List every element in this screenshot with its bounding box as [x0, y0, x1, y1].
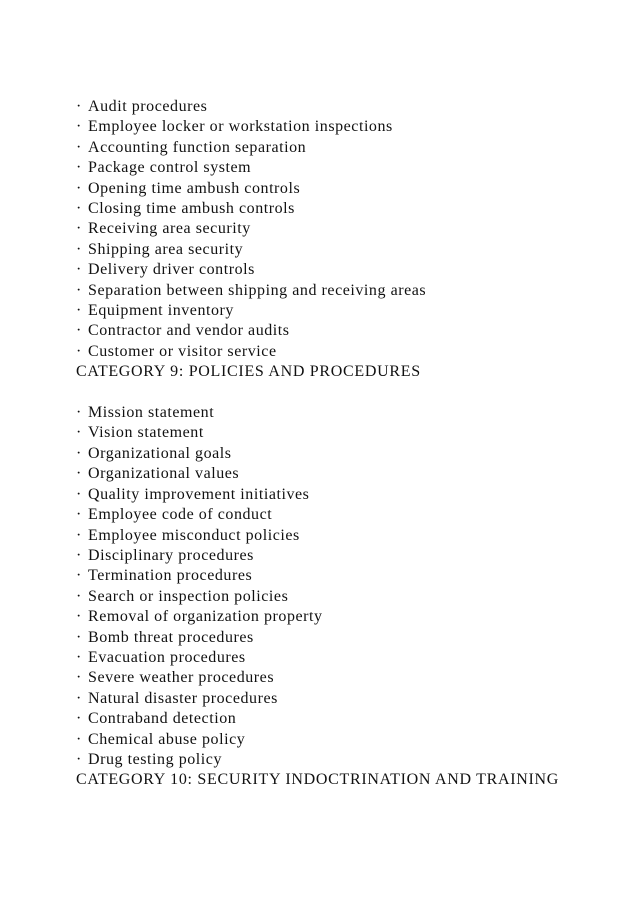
- bullet: ·: [76, 261, 82, 279]
- bullet: ·: [76, 710, 82, 728]
- section-a-list: [76, 97, 616, 362]
- list-item: · Employee locker or workstation inspections: [76, 117, 616, 137]
- list-item: · Equipment inventory: [76, 301, 616, 321]
- list-item: · Natural disaster procedures: [76, 689, 616, 709]
- list-item: · Separation between shipping and receiving areas: [76, 281, 616, 301]
- bullet: ·: [76, 648, 82, 666]
- list-item: · Evacuation procedures: [76, 648, 616, 668]
- bullet: ·: [76, 200, 82, 218]
- list-item: · Disciplinary procedures: [76, 546, 616, 566]
- bullet: ·: [76, 179, 82, 197]
- list-item: · Customer or visitor service: [76, 342, 616, 362]
- bullet: ·: [76, 750, 82, 768]
- bullet: ·: [76, 404, 82, 422]
- bullet: ·: [76, 159, 82, 177]
- list-item: · Drug testing policy: [76, 750, 616, 770]
- category-9-heading: CATEGORY 9: POLICIES AND PROCEDURES: [76, 363, 421, 381]
- list-item: · Quality improvement initiatives: [76, 485, 616, 505]
- bullet: ·: [76, 669, 82, 687]
- bullet: ·: [76, 730, 82, 748]
- list-item: · Removal of organization property: [76, 607, 616, 627]
- list-item: · Organizational values: [76, 464, 616, 484]
- bullet: ·: [76, 485, 82, 503]
- list-item: · Receiving area security: [76, 219, 616, 239]
- bullet: ·: [76, 689, 82, 707]
- list-item: · Organizational goals: [76, 444, 616, 464]
- list-item: · Shipping area security: [76, 240, 616, 260]
- bullet: ·: [76, 444, 82, 462]
- bullet: ·: [76, 546, 82, 564]
- list-item: · Mission statement: [76, 403, 616, 423]
- bullet: ·: [76, 608, 82, 626]
- bullet: ·: [76, 302, 82, 320]
- bullet: ·: [76, 322, 82, 340]
- bullet: ·: [76, 118, 82, 136]
- list-item: · Package control system: [76, 158, 616, 178]
- list-item: · Employee misconduct policies: [76, 526, 616, 546]
- bullet: ·: [76, 587, 82, 605]
- list-item: · Closing time ambush controls: [76, 199, 616, 219]
- list-item: · Vision statement: [76, 423, 616, 443]
- list-item: · Severe weather procedures: [76, 668, 616, 688]
- bullet: ·: [76, 506, 82, 524]
- list-item: · Search or inspection policies: [76, 587, 616, 607]
- bullet: ·: [76, 567, 82, 585]
- list-item: · Opening time ambush controls: [76, 179, 616, 199]
- list-item: · Contraband detection: [76, 709, 616, 729]
- list-item: · Audit procedures: [76, 97, 616, 117]
- bullet: ·: [76, 526, 82, 544]
- list-item: · Accounting function separation: [76, 138, 616, 158]
- bullet: ·: [76, 628, 82, 646]
- bullet: ·: [76, 220, 82, 238]
- bullet: ·: [76, 281, 82, 299]
- category-9-list: [76, 403, 616, 770]
- list-item: · Chemical abuse policy: [76, 730, 616, 750]
- bullet: ·: [76, 98, 82, 115]
- list-item: · Employee code of conduct: [76, 505, 616, 525]
- list-item: · Delivery driver controls: [76, 260, 616, 280]
- list-item: · Termination procedures: [76, 566, 616, 586]
- blank-line: [76, 383, 616, 403]
- bullet: ·: [76, 342, 82, 360]
- bullet: ·: [76, 424, 82, 442]
- bullet: ·: [76, 138, 82, 156]
- list-item: · Contractor and vendor audits: [76, 321, 616, 341]
- bullet: ·: [76, 240, 82, 258]
- category-10-heading: CATEGORY 10: SECURITY INDOCTRINATION AND TRAINING: [76, 771, 560, 789]
- document-page: [76, 97, 616, 791]
- bullet: ·: [76, 465, 82, 483]
- list-item: · Bomb threat procedures: [76, 628, 616, 648]
